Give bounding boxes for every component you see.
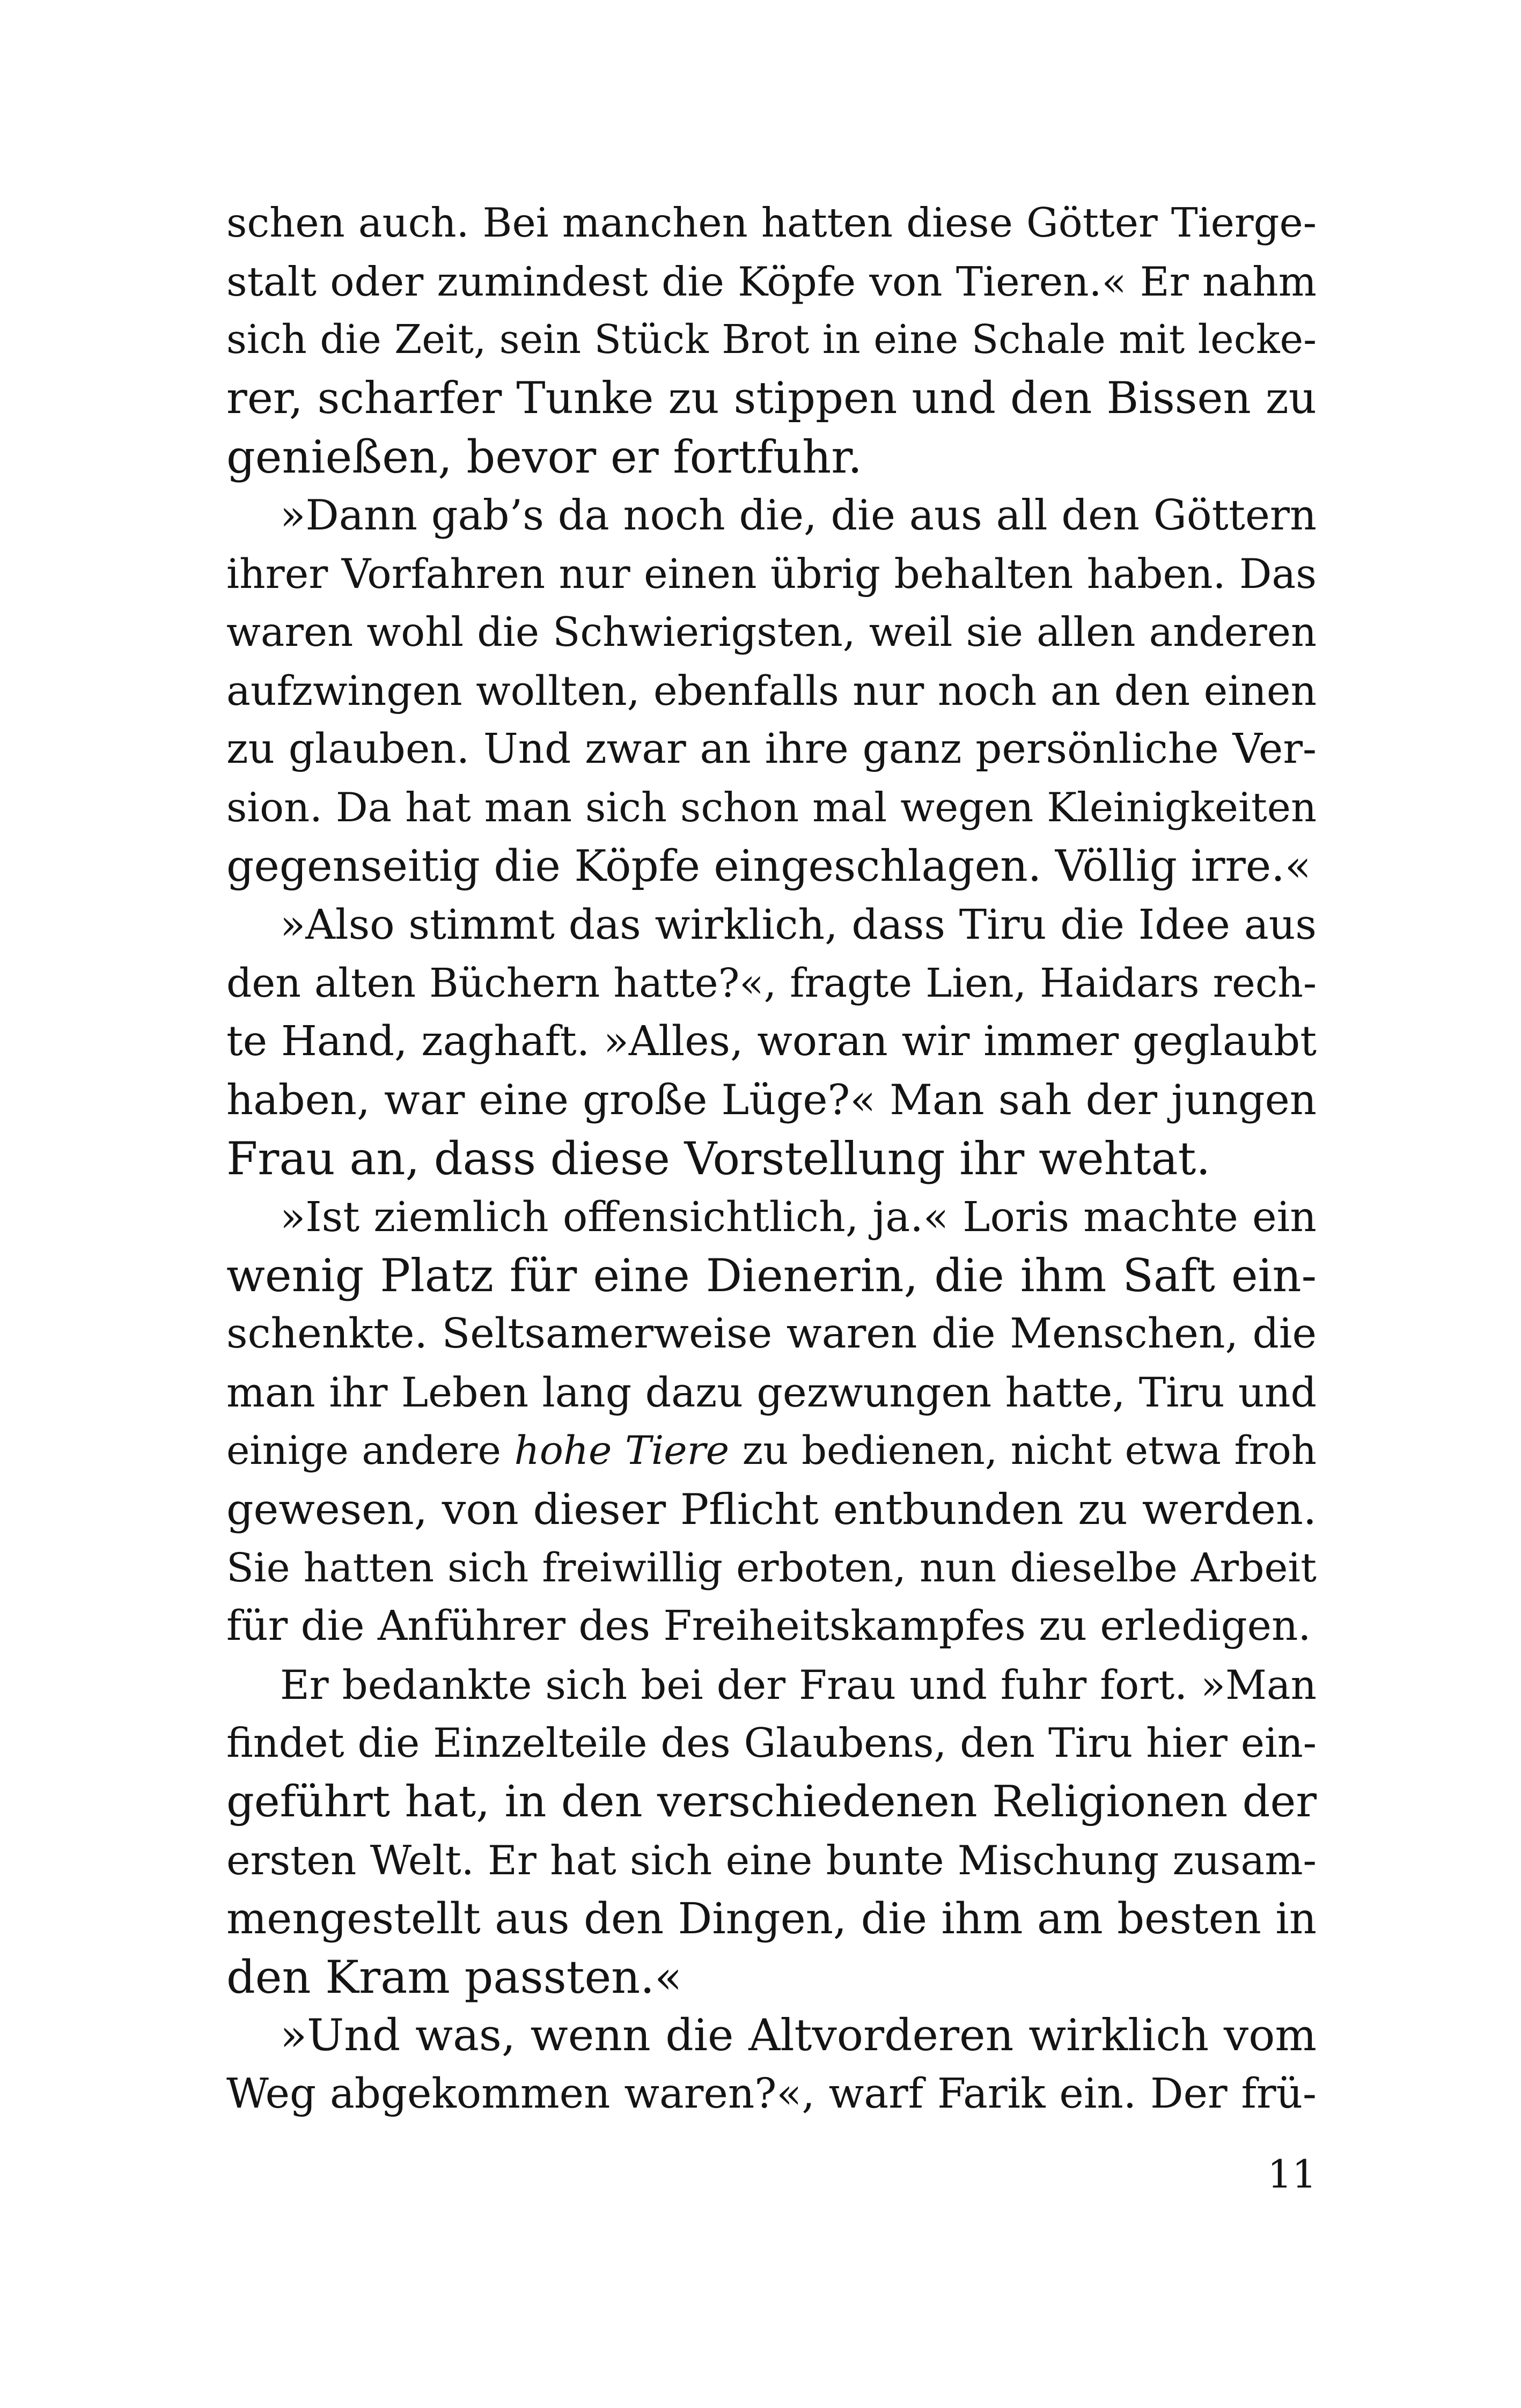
- emphasized-text: hohe Tiere: [514, 1428, 730, 1474]
- text-line: geführt hat, in den verschiedenen Religionen der: [226, 1777, 1317, 1827]
- text-line: Sie hatten sich freiwillig erboten, nun dieselbe Arbeit: [226, 1544, 1317, 1591]
- text-line: »Ist ziemlich offensichtlich, ja.« Loris machte ein: [280, 1193, 1317, 1241]
- text-line: schen auch. Bei manchen hatten diese Götter Tierge-: [226, 200, 1317, 246]
- text-line: Er bedankte sich bei der Frau und fuhr fort. »Man: [280, 1661, 1317, 1709]
- text-line: sion. Da hat man sich schon mal wegen Kleinigkeiten: [226, 784, 1317, 831]
- text-line: rer, scharfer Tunke zu stippen und den Bissen zu: [226, 373, 1317, 424]
- text-line: sich die Zeit, sein Stück Brot in eine Schale mit lecke-: [226, 317, 1317, 363]
- text-line: »Also stimmt das wirklich, dass Tiru die Idee aus: [280, 901, 1317, 949]
- text-segment: zu bedienen, nicht etwa froh: [729, 1428, 1317, 1474]
- text-line: ersten Welt. Er hat sich eine bunte Mischung zusam-: [226, 1837, 1317, 1884]
- text-line: aufzwingen wollten, ebenfalls nur noch an den einen: [226, 667, 1317, 715]
- text-line: stalt oder zumindest die Köpfe von Tieren.« Er nahm: [226, 258, 1317, 305]
- text-line: Frau an, dass diese Vorstellung ihr wehtat.: [226, 1132, 1211, 1185]
- text-line: genießen, bevor er fortfuhr.: [226, 431, 862, 483]
- page-number: 11: [1267, 2152, 1317, 2197]
- text-line: haben, war eine große Lüge?« Man sah der jungen: [226, 1076, 1317, 1124]
- text-line: »Und was, wenn die Altvorderen wirklich vom: [280, 2010, 1317, 2061]
- text-line: te Hand, zaghaft. »Alles, woran wir immer geglaubt: [226, 1018, 1317, 1065]
- text-line: gegenseitig die Köpfe eingeschlagen. Völlig irre.«: [226, 841, 1311, 891]
- text-line: für die Anführer des Freiheitskampfes zu erledigen.: [226, 1602, 1311, 1650]
- text-line: schenkte. Seltsamerweise waren die Menschen, die: [226, 1310, 1317, 1358]
- text-line: mengestellt aus den Dingen, die ihm am besten in: [226, 1894, 1317, 1943]
- text-line: zu glauben. Und zwar an ihre ganz persönliche Ver-: [226, 725, 1317, 773]
- text-line: ihrer Vorfahren nur einen übrig behalten haben. Das: [226, 550, 1317, 598]
- text-line: gewesen, von dieser Pflicht entbunden zu werden.: [226, 1485, 1317, 1534]
- text-segment: einige andere: [226, 1428, 515, 1474]
- text-line-with-emphasis: [226, 1422, 1317, 1481]
- text-line: den alten Büchern hatte?«, fragte Lien, Haidars rech-: [226, 960, 1317, 1006]
- text-line: wenig Platz für eine Dienerin, die ihm Saft ein-: [226, 1249, 1317, 1302]
- text-line: »Dann gab’s da noch die, die aus all den Göttern: [280, 491, 1317, 540]
- text-line: den Kram passten.«: [226, 1951, 682, 2004]
- text-line: waren wohl die Schwierigsten, weil sie allen anderen: [226, 609, 1317, 656]
- text-line: Weg abgekommen waren?«, warf Farik ein. Der frü-: [226, 2070, 1317, 2118]
- text-line: man ihr Leben lang dazu gezwungen hatte, Tiru und: [226, 1369, 1317, 1416]
- text-line: findet die Einzelteile des Glaubens, den Tiru hier ein-: [226, 1720, 1317, 1766]
